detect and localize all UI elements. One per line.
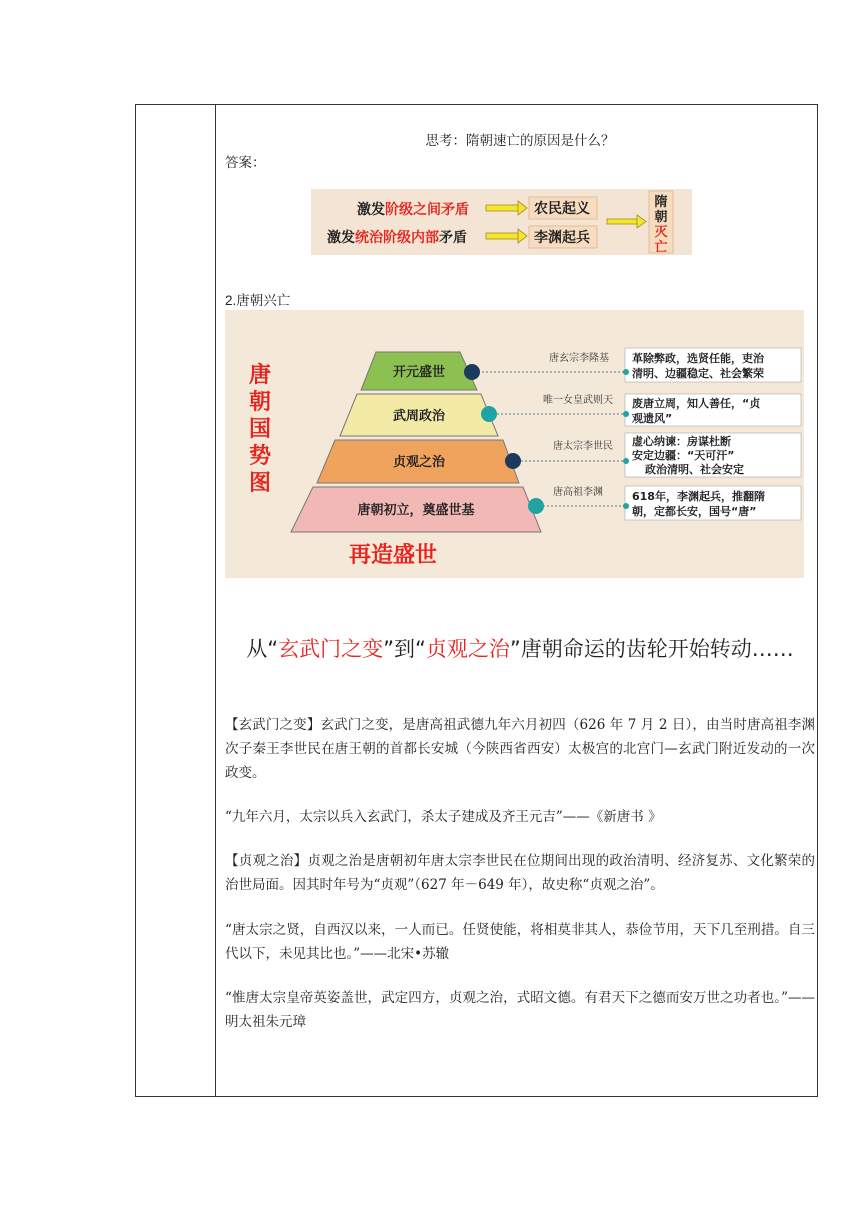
paragraph-zhenguan: 【贞观之治】贞观之治是唐朝初年唐太宗李世民在位期间出现的政治清明、经济复苏、文化繁荣的治世局面。因其时年号为“贞观”（627 年－649 年），故史称“贞观之治”。 — [225, 853, 815, 893]
level-marker-dot — [464, 364, 480, 380]
quote-zhu-yuanzhang: “惟唐太宗皇帝英姿盖世，武定四方，贞观之治，式昭文德。有君天下之德而安万世之功者也。”——明太祖朱元璋 — [225, 990, 815, 1030]
sui-result-char-1: 隋 — [654, 195, 668, 210]
sui-result-char-3: 灭 — [654, 225, 668, 240]
tang-title-char-5: 图 — [248, 471, 272, 496]
content-table — [135, 104, 818, 1097]
tang-title-char-3: 国 — [248, 417, 272, 442]
headline-zhenguan: 贞观之治 — [425, 637, 510, 661]
tang-bottom-title: 再造盛世 — [348, 543, 438, 568]
sui-row2-highlight: 统治阶级内部 — [355, 230, 439, 246]
level-label-zhenguan: 贞观之治 — [392, 455, 446, 470]
person-gaozu: 唐高祖李渊 — [553, 487, 603, 498]
headline-part2: ”到“ — [383, 637, 426, 661]
sui-collapse-diagram — [311, 189, 692, 255]
headline-part1: 从“ — [246, 637, 279, 661]
person-taizong: 唐太宗李世民 — [553, 441, 613, 452]
big-headline — [225, 633, 815, 663]
sui-row2-prefix: 激发 — [327, 230, 355, 246]
sui-result-char-2: 朝 — [654, 210, 668, 225]
headline-part3: ”唐朝命运的齿轮开始转动…… — [509, 637, 794, 661]
svg-text:激发阶级之间矛盾 — [357, 201, 469, 218]
desc-kaiyuan-line1: 革除弊政，选贤任能，吏治 — [632, 352, 764, 365]
person-wuzetian: 唯一女皇武则天 — [543, 395, 613, 406]
sui-box-li-yuan: 李渊起兵 — [534, 230, 590, 246]
tang-title-char-4: 势 — [248, 444, 272, 469]
quote-su-zhe: “唐太宗之贤，自西汉以来，一人而已。任贤使能，将相莫非其人，恭俭节用，天下几至刑措。自三代以下，未见其比也。”——北宋•苏辙 — [225, 922, 815, 962]
quote-xin-tang-shu: “九年六月，太宗以兵入玄武门，杀太子建成及齐王元吉”——《新唐书 》 — [225, 809, 662, 825]
svg-text:激发统治阶级内部矛盾 — [327, 229, 467, 246]
desc-founding-line2: 朝，定都长安，国号“唐” — [632, 505, 757, 518]
sui-row2-suffix: 矛盾 — [439, 230, 467, 246]
answer-label: 答案： — [225, 155, 266, 171]
column-divider — [215, 105, 216, 1096]
person-xuanzong: 唐玄宗李隆基 — [549, 353, 609, 364]
sui-row1-highlight: 阶级之间矛盾 — [385, 202, 469, 218]
content-cell — [225, 105, 815, 1096]
desc-kaiyuan-line2: 清明、边疆稳定、社会繁荣 — [632, 367, 764, 380]
desc-founding-line1: 618年，李渊起兵，推翻隋 — [632, 490, 765, 503]
desc-wuzhou-line1: 废唐立周，知人善任，“贞 — [632, 397, 761, 410]
level-label-kaiyuan: 开元盛世 — [392, 365, 446, 380]
level-label-founding: 唐朝初立，奠盛世基 — [357, 503, 475, 518]
paragraph-xuanwu-incident: 【玄武门之变】玄武门之变，是唐高祖武德九年六月初四（626 年 7 月 2 日），由当时唐高祖李渊次子秦王李世民在唐王朝的首都长安城（今陕西省西安）太极宫的北宫门—玄武门附近发动的一次政变。 — [225, 717, 815, 781]
sui-result-char-4: 亡 — [654, 240, 668, 255]
think-question: 思考：隋朝速亡的原因是什么？ — [425, 133, 615, 149]
tang-power-diagram — [225, 310, 804, 578]
level-marker-dot — [505, 453, 521, 469]
level-label-wuzhou: 武周政治 — [392, 409, 446, 424]
desc-wuzhou-line2: 观遗风” — [632, 412, 673, 425]
desc-zhenguan-line1: 虚心纳谏：房谋杜断 — [632, 435, 731, 448]
desc-zhenguan-line3: 政治清明、社会安定 — [645, 463, 744, 476]
sui-box-peasant-uprising: 农民起义 — [534, 201, 590, 217]
section-title-tang: 2.唐朝兴亡 — [225, 293, 291, 308]
level-marker-dot — [481, 406, 497, 422]
level-marker-dot — [528, 498, 544, 514]
tang-title-char-1: 唐 — [248, 363, 272, 388]
tang-title-char-2: 朝 — [248, 390, 272, 415]
sui-row1-prefix: 激发 — [357, 202, 385, 218]
desc-zhenguan-line2: 安定边疆：“天可汗” — [632, 449, 735, 462]
headline-xuanwu: 玄武门之变 — [278, 637, 384, 661]
